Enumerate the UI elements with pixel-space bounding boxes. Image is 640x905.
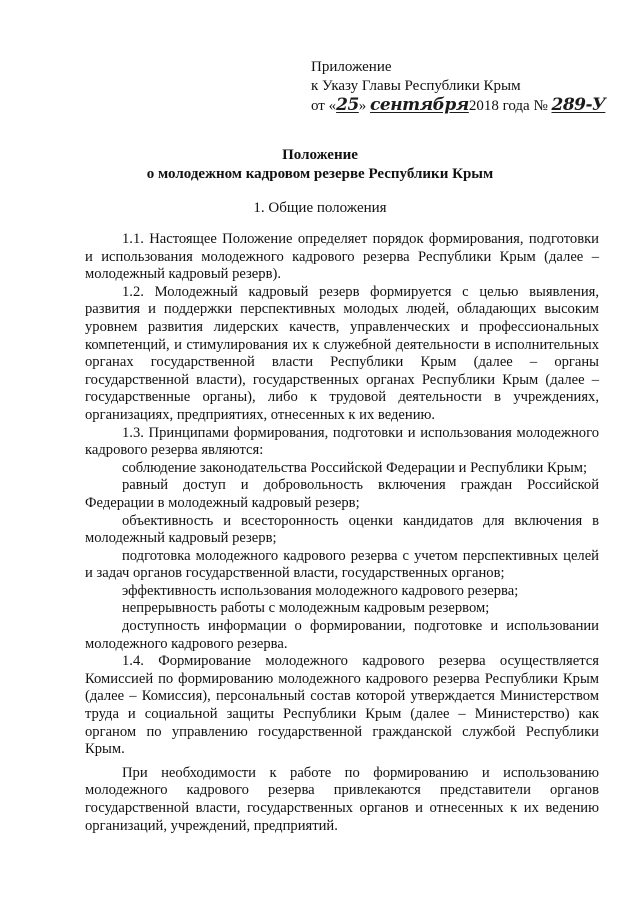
document-subtitle: о молодежном кадровом резерве Республики Крым	[146, 166, 494, 182]
paragraph-1-4: 1.4. Формирование молодежного кадрового резерва осуществляется Комиссией по формированию молодежного кадрового резерва Республики Крым (далее – Комиссия), персональный состав которой утверждается Министерством труда и социальной защиты Республики Крым (далее – Министерство) как органом по управлению государственной гражданской службой Республики Крым.	[85, 653, 599, 758]
paragraph-1-1: 1.1. Настоящее Положение определяет порядок формирования, подготовки и использования молодежного кадрового резерва Республики Крым (далее – молодежный кадровый резерв).	[85, 231, 599, 283]
paragraph-1-2: 1.2. Молодежный кадровый резерв формируется с целью выявления, развития и поддержки перспективных молодых людей, обладающих высоким уровнем развития лидерских качеств, управленческих и профессиональных компетенций, и стимулирования их к служебной деятельности в исполнительных органах государственной власти Республики Крым (далее – органы государственной власти), государственных органах Республики Крым (далее – государственные органы), либо к трудовой деятельности в учреждениях, организациях, предприятиях, отнесенных к их ведению.	[85, 283, 599, 423]
appendix-label: Приложение	[311, 59, 392, 75]
paragraph-1-3: 1.3. Принципами формирования, подготовки и использования молодежного кадрового резерва являются:	[85, 424, 599, 459]
date-prefix: от «	[311, 98, 337, 114]
handwritten-decree-number: 289-У	[551, 95, 606, 115]
date-mid: »	[358, 98, 371, 114]
appendix-decree-ref: к Указу Главы Республики Крым	[311, 78, 521, 94]
handwritten-day: 25	[336, 95, 359, 115]
document-body	[85, 231, 599, 835]
appendix-date-line	[311, 96, 605, 116]
principle-item: подготовка молодежного кадрового резерва с учетом перспективных целей и задач органов государственной власти, государственных органов;	[85, 547, 599, 582]
principle-item: объективность и всесторонность оценки кандидатов для включения в молодежный кадровый резерв;	[85, 512, 599, 547]
principle-item: равный доступ и добровольность включения граждан Российской Федерации в молодежный кадровый резерв;	[85, 477, 599, 511]
principle-item: эффективность использования молодежного кадрового резерва;	[122, 582, 519, 599]
principle-item: доступность информации о формировании, подготовке и использовании молодежного кадрового резерва.	[85, 618, 599, 652]
principle-item: непрерывность работы с молодежным кадровым резервом;	[122, 600, 490, 617]
date-year: 2018 года №	[468, 98, 548, 114]
section-heading: 1. Общие положения	[253, 200, 387, 216]
appendix-header	[311, 58, 605, 116]
document-title: Положение	[282, 147, 358, 163]
handwritten-month: сентября	[370, 95, 469, 115]
principle-item: соблюдение законодательства Российской Федерации и Республики Крым;	[122, 459, 588, 476]
paragraph-representatives: При необходимости к работе по формированию и использованию молодежного кадрового резерва привлекаются представители органов государственной власти, государственных органов и отнесенных к их ведению организаций, учреждений, предприятий.	[85, 764, 599, 834]
